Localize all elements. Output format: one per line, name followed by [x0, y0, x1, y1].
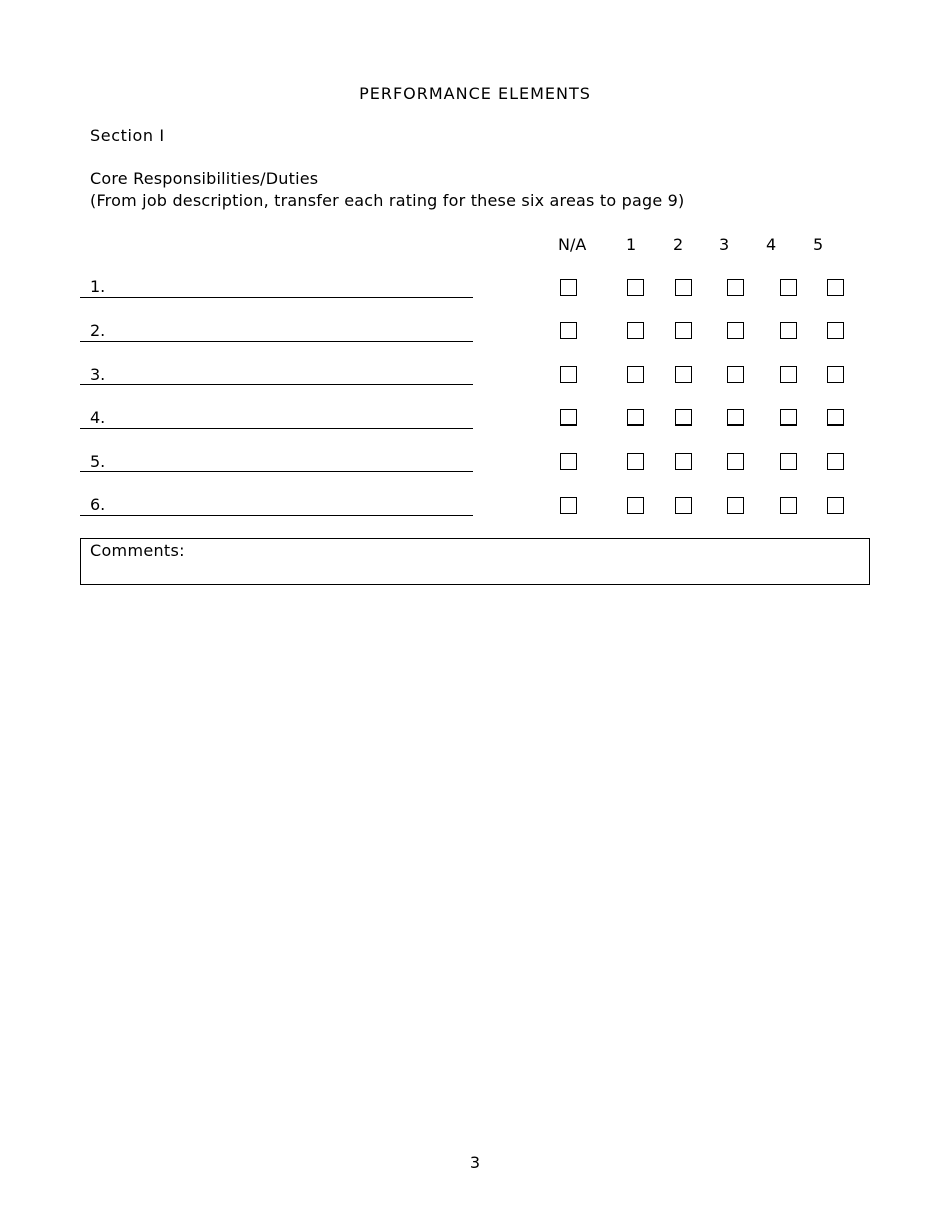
instruction-note: (From job description, transfer each rating for these six areas to page 9)	[90, 191, 685, 210]
rating-checkbox-5[interactable]	[827, 279, 844, 296]
rating-checkbox-1[interactable]	[627, 409, 644, 426]
rating-checkbox-3[interactable]	[727, 322, 744, 339]
column-header-2: 2	[673, 235, 684, 254]
rating-checkbox-na[interactable]	[560, 279, 577, 296]
duty-entry-line[interactable]	[80, 471, 473, 472]
rating-checkbox-5[interactable]	[827, 453, 844, 470]
rating-checkbox-na[interactable]	[560, 366, 577, 383]
rating-checkbox-4[interactable]	[780, 322, 797, 339]
column-header-1: 1	[626, 235, 637, 254]
duty-entry-line[interactable]	[80, 515, 473, 516]
rating-checkbox-4[interactable]	[780, 279, 797, 296]
rating-checkbox-2[interactable]	[675, 453, 692, 470]
rating-checkbox-2[interactable]	[675, 279, 692, 296]
rating-checkbox-4[interactable]	[780, 409, 797, 426]
column-header-na: N/A	[558, 235, 587, 254]
rating-checkbox-na[interactable]	[560, 453, 577, 470]
page-number: 3	[469, 1153, 481, 1172]
rating-checkbox-5[interactable]	[827, 322, 844, 339]
rating-checkbox-5[interactable]	[827, 409, 844, 426]
rating-checkbox-1[interactable]	[627, 279, 644, 296]
rating-checkbox-1[interactable]	[627, 366, 644, 383]
rating-checkbox-5[interactable]	[827, 497, 844, 514]
duty-entry-line[interactable]	[80, 428, 473, 429]
column-header-3: 3	[719, 235, 730, 254]
row-number: 2.	[90, 321, 106, 340]
rating-checkbox-3[interactable]	[727, 409, 744, 426]
rating-checkbox-na[interactable]	[560, 497, 577, 514]
rating-checkbox-1[interactable]	[627, 322, 644, 339]
row-number: 4.	[90, 408, 106, 427]
duty-entry-line[interactable]	[80, 297, 473, 298]
row-number: 1.	[90, 277, 106, 296]
duty-entry-line[interactable]	[80, 384, 473, 385]
page-title: PERFORMANCE ELEMENTS	[359, 84, 591, 103]
section-heading: Section I	[90, 126, 165, 145]
rating-checkbox-2[interactable]	[675, 366, 692, 383]
rating-checkbox-3[interactable]	[727, 279, 744, 296]
rating-checkbox-3[interactable]	[727, 497, 744, 514]
row-number: 3.	[90, 365, 106, 384]
comments-label: Comments:	[90, 541, 185, 560]
rating-checkbox-3[interactable]	[727, 366, 744, 383]
rating-checkbox-2[interactable]	[675, 322, 692, 339]
rating-checkbox-2[interactable]	[675, 409, 692, 426]
rating-checkbox-4[interactable]	[780, 366, 797, 383]
rating-checkbox-4[interactable]	[780, 453, 797, 470]
rating-checkbox-1[interactable]	[627, 453, 644, 470]
rating-checkbox-2[interactable]	[675, 497, 692, 514]
row-number: 5.	[90, 452, 106, 471]
core-responsibilities-heading: Core Responsibilities/Duties	[90, 169, 319, 188]
row-number: 6.	[90, 495, 106, 514]
column-header-4: 4	[766, 235, 777, 254]
duty-entry-line[interactable]	[80, 341, 473, 342]
comments-box[interactable]	[80, 538, 870, 585]
rating-checkbox-3[interactable]	[727, 453, 744, 470]
rating-checkbox-1[interactable]	[627, 497, 644, 514]
column-header-5: 5	[813, 235, 824, 254]
rating-checkbox-na[interactable]	[560, 322, 577, 339]
rating-checkbox-na[interactable]	[560, 409, 577, 426]
rating-checkbox-4[interactable]	[780, 497, 797, 514]
rating-checkbox-5[interactable]	[827, 366, 844, 383]
